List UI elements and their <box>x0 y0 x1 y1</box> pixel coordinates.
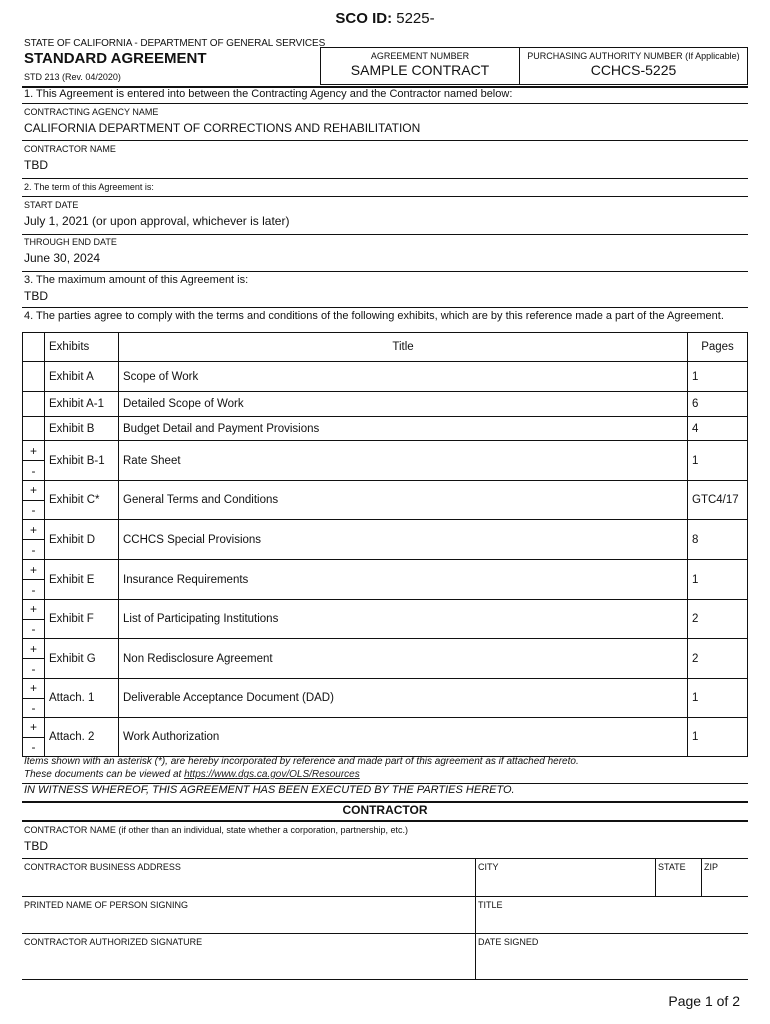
add-row-button[interactable]: + <box>23 679 44 699</box>
pm-cell <box>23 639 45 679</box>
column-divider <box>701 858 702 896</box>
pm-cell <box>23 560 45 600</box>
exhibit-id[interactable]: Exhibit D <box>45 520 119 560</box>
remove-row-button[interactable]: - <box>31 700 36 715</box>
exhibit-pages[interactable]: 1 <box>688 441 748 481</box>
pm-cell <box>23 392 45 417</box>
add-row-button[interactable]: + <box>23 600 44 620</box>
state-label: STATE <box>658 862 686 872</box>
remove-row-button[interactable]: - <box>31 463 36 478</box>
exhibit-id[interactable]: Exhibit C* <box>45 481 119 520</box>
divider <box>22 271 748 272</box>
divider <box>22 196 748 197</box>
table-row <box>23 718 748 757</box>
resources-prefix: These documents can be viewed at <box>24 769 185 780</box>
exhibit-pages[interactable]: 1 <box>688 718 748 757</box>
remove-row-button[interactable]: - <box>31 502 36 517</box>
table-row <box>23 679 748 718</box>
table-row <box>23 417 748 441</box>
exhibit-title[interactable]: Rate Sheet <box>119 441 688 481</box>
exhibit-pages[interactable]: 1 <box>688 679 748 718</box>
resources-link[interactable]: https://www.dgs.ca.gov/OLS/Resources <box>184 769 360 780</box>
table-row <box>23 362 748 392</box>
add-row-button[interactable]: + <box>23 639 44 659</box>
asterisk-note: Items shown with an asterisk (*), are hereby incorporated by reference and made part of this agreement as if attached hereto. <box>24 756 579 767</box>
sco-id <box>0 10 770 27</box>
contractor-name-value[interactable]: TBD <box>24 158 48 172</box>
divider <box>22 178 748 179</box>
exhibit-title[interactable]: Work Authorization <box>119 718 688 757</box>
remove-row-button[interactable]: - <box>31 621 36 636</box>
pm-cell <box>23 441 45 481</box>
agreement-number-label: AGREEMENT NUMBER <box>370 51 470 61</box>
section-2-text: 2. The term of this Agreement is: <box>24 182 154 192</box>
remove-row-button[interactable]: - <box>31 739 36 754</box>
purchasing-authority-label: PURCHASING AUTHORITY NUMBER (If Applicable) <box>527 51 740 61</box>
exhibit-id[interactable]: Exhibit F <box>45 600 119 639</box>
exhibit-id[interactable]: Exhibit A <box>45 362 119 392</box>
exhibit-id[interactable]: Exhibit B <box>45 417 119 441</box>
exhibit-title[interactable]: Scope of Work <box>119 362 688 392</box>
exhibit-pages[interactable]: 2 <box>688 600 748 639</box>
exhibit-title[interactable]: Detailed Scope of Work <box>119 392 688 417</box>
column-divider <box>475 858 476 979</box>
table-row <box>23 639 748 679</box>
exhibit-title[interactable]: General Terms and Conditions <box>119 481 688 520</box>
contractor-name-value-2[interactable]: TBD <box>24 839 48 853</box>
table-row <box>23 600 748 639</box>
exhibit-title[interactable]: Budget Detail and Payment Provisions <box>119 417 688 441</box>
contractor-heading: CONTRACTOR <box>342 803 428 817</box>
start-date-label: START DATE <box>24 200 79 210</box>
resources-note <box>24 769 360 780</box>
title-label: TITLE <box>478 900 503 910</box>
exhibit-pages[interactable]: 2 <box>688 639 748 679</box>
table-row <box>23 392 748 417</box>
column-divider <box>655 858 656 896</box>
section-3-text: 3. The maximum amount of this Agreement is: <box>24 274 249 286</box>
purchasing-authority-box[interactable] <box>520 47 748 85</box>
add-row-button[interactable]: + <box>23 441 44 461</box>
pm-header-cell <box>23 333 45 362</box>
exhibit-id[interactable]: Exhibit A-1 <box>45 392 119 417</box>
divider <box>22 933 748 934</box>
exhibit-title[interactable]: Deliverable Acceptance Document (DAD) <box>119 679 688 718</box>
purchasing-authority-value[interactable]: CCHCS-5225 <box>590 62 677 78</box>
exhibit-pages[interactable]: 6 <box>688 392 748 417</box>
exhibit-title[interactable]: Non Redisclosure Agreement <box>119 639 688 679</box>
witness-statement: IN WITNESS WHEREOF, THIS AGREEMENT HAS BEEN EXECUTED BY THE PARTIES HERETO. <box>24 784 515 796</box>
exhibit-title[interactable]: List of Participating Institutions <box>119 600 688 639</box>
col-exhibits: Exhibits <box>45 333 119 362</box>
business-address-label: CONTRACTOR BUSINESS ADDRESS <box>24 862 181 872</box>
divider <box>22 234 748 235</box>
pm-cell <box>23 600 45 639</box>
form-title: STANDARD AGREEMENT <box>24 50 207 67</box>
table-row <box>23 560 748 600</box>
remove-row-button[interactable]: - <box>31 542 36 557</box>
pm-cell <box>23 362 45 392</box>
sco-id-label: SCO ID: <box>335 10 393 27</box>
add-row-button[interactable]: + <box>23 560 44 580</box>
agreement-number-box[interactable] <box>320 47 520 85</box>
agency-line: STATE OF CALIFORNIA - DEPARTMENT OF GENERAL SERVICES <box>24 38 326 49</box>
exhibits-table <box>22 332 748 757</box>
exhibit-pages[interactable]: GTC4/17 <box>688 481 748 520</box>
divider <box>22 820 748 822</box>
exhibit-title[interactable]: CCHCS Special Provisions <box>119 520 688 560</box>
add-row-button[interactable]: + <box>23 481 44 501</box>
contractor-name-label-2: CONTRACTOR NAME (if other than an individual, state whether a corporation, partnership, etc.) <box>24 825 408 835</box>
city-label: CITY <box>478 862 499 872</box>
pm-cell <box>23 718 45 757</box>
divider <box>22 858 748 859</box>
zip-label: ZIP <box>704 862 719 872</box>
exhibit-pages[interactable]: 1 <box>688 362 748 392</box>
exhibit-id[interactable]: Attach. 2 <box>45 718 119 757</box>
section-1-text: 1. This Agreement is entered into between the Contracting Agency and the Contractor named below: <box>24 88 513 100</box>
exhibit-id[interactable]: Exhibit E <box>45 560 119 600</box>
remove-row-button[interactable]: - <box>31 582 36 597</box>
maximum-amount-value[interactable]: TBD <box>24 289 48 303</box>
end-date-label: THROUGH END DATE <box>24 237 117 247</box>
page-number: Page 1 of 2 <box>668 993 740 1009</box>
col-title: Title <box>119 333 688 362</box>
exhibits-header-row <box>23 333 748 362</box>
signature-label: CONTRACTOR AUTHORIZED SIGNATURE <box>24 937 203 947</box>
add-row-button[interactable]: + <box>23 520 44 540</box>
pm-cell <box>23 481 45 520</box>
divider <box>22 979 748 980</box>
sco-id-value: 5225- <box>396 10 435 27</box>
remove-row-button[interactable]: - <box>31 661 36 676</box>
form-revision: STD 213 (Rev. 04/2020) <box>24 72 121 82</box>
end-date-value[interactable]: June 30, 2024 <box>24 251 101 265</box>
exhibit-id[interactable]: Exhibit B-1 <box>45 441 119 481</box>
agreement-number-value[interactable]: SAMPLE CONTRACT <box>350 62 490 78</box>
printed-name-label: PRINTED NAME OF PERSON SIGNING <box>24 900 189 910</box>
table-row <box>23 481 748 520</box>
form-header <box>24 38 325 82</box>
start-date-value[interactable]: July 1, 2021 (or upon approval, whichever is later) <box>24 214 290 228</box>
add-row-button[interactable]: + <box>23 718 44 738</box>
pm-cell <box>23 417 45 441</box>
section-4-text: 4. The parties agree to comply with the terms and conditions of the following exhibits, which are by this reference made a part of the Agreement. <box>24 310 724 322</box>
col-pages: Pages <box>688 333 748 362</box>
exhibit-id[interactable]: Exhibit G <box>45 639 119 679</box>
table-row <box>23 441 748 481</box>
table-row <box>23 520 748 560</box>
contracting-agency-value[interactable]: CALIFORNIA DEPARTMENT OF CORRECTIONS AND REHABILITATION <box>24 121 421 135</box>
divider <box>22 307 748 308</box>
exhibit-pages[interactable]: 8 <box>688 520 748 560</box>
divider <box>22 140 748 141</box>
exhibit-id[interactable]: Attach. 1 <box>45 679 119 718</box>
divider <box>22 103 748 104</box>
exhibit-pages[interactable]: 1 <box>688 560 748 600</box>
contracting-agency-label: CONTRACTING AGENCY NAME <box>24 107 159 117</box>
exhibit-pages[interactable]: 4 <box>688 417 748 441</box>
contractor-name-label: CONTRACTOR NAME <box>24 144 116 154</box>
exhibit-title[interactable]: Insurance Requirements <box>119 560 688 600</box>
divider <box>22 896 748 897</box>
pm-cell <box>23 520 45 560</box>
date-signed-label: DATE SIGNED <box>478 937 539 947</box>
pm-cell <box>23 679 45 718</box>
